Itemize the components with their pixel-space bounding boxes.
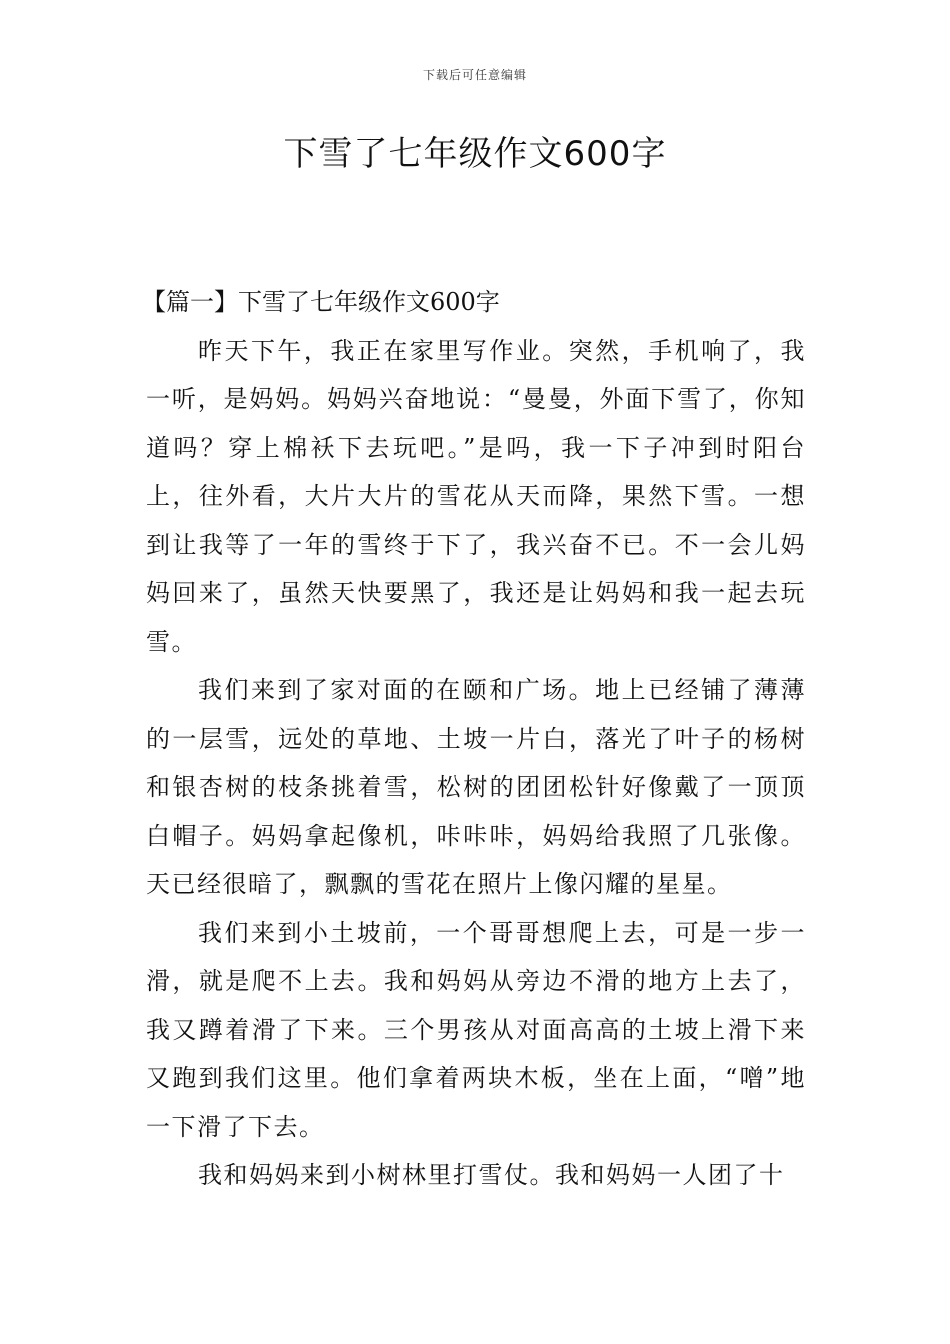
paragraph-4: 我和妈妈来到小树林里打雪仗。我和妈妈一人团了十 <box>198 1161 785 1189</box>
paragraph-2: 我们来到了家对面的在颐和广场。地上已经铺了薄薄的一层雪，远处的草地、土坡一片白，落光了叶子的杨树和银杏树的枝条挑着雪，松树的团团松针好像戴了一顶顶白帽子。妈妈拿起像机，咔咔咔，妈妈给我照了几张像。天已经很暗了，飘飘的雪花在照片上像闪耀的星星。 <box>146 676 806 898</box>
paragraph-3: 我们来到小土坡前，一个哥哥想爬上去，可是一步一滑，就是爬不上去。我和妈妈从旁边不滑的地方上去了，我又蹲着滑了下来。三个男孩从对面高高的土坡上滑下来又跑到我们这里。他们拿着两块木板，坐在上面，“噌”地一下滑了下去。 <box>146 918 806 1141</box>
header-note: 下载后可任意编辑 <box>422 68 527 82</box>
document-body <box>142 278 806 1200</box>
paragraph-1: 昨天下午，我正在家里写作业。突然，手机响了，我一听，是妈妈。妈妈兴奋地说：“曼曼，外面下雪了，你知道吗？穿上棉袄下去玩吧。”是吗，我一下子冲到时阳台上，往外看，大片大片的雪花从天而降，果然下雪。一想到让我等了一年的雪终于下了，我兴奋不已。不一会儿妈妈回来了，虽然天快要黑了，我还是让妈妈和我一起去玩雪。 <box>146 336 806 656</box>
section-heading: 【篇一】下雪了七年级作文600字 <box>142 288 500 316</box>
document-title: 下雪了七年级作文600字 <box>283 134 667 174</box>
